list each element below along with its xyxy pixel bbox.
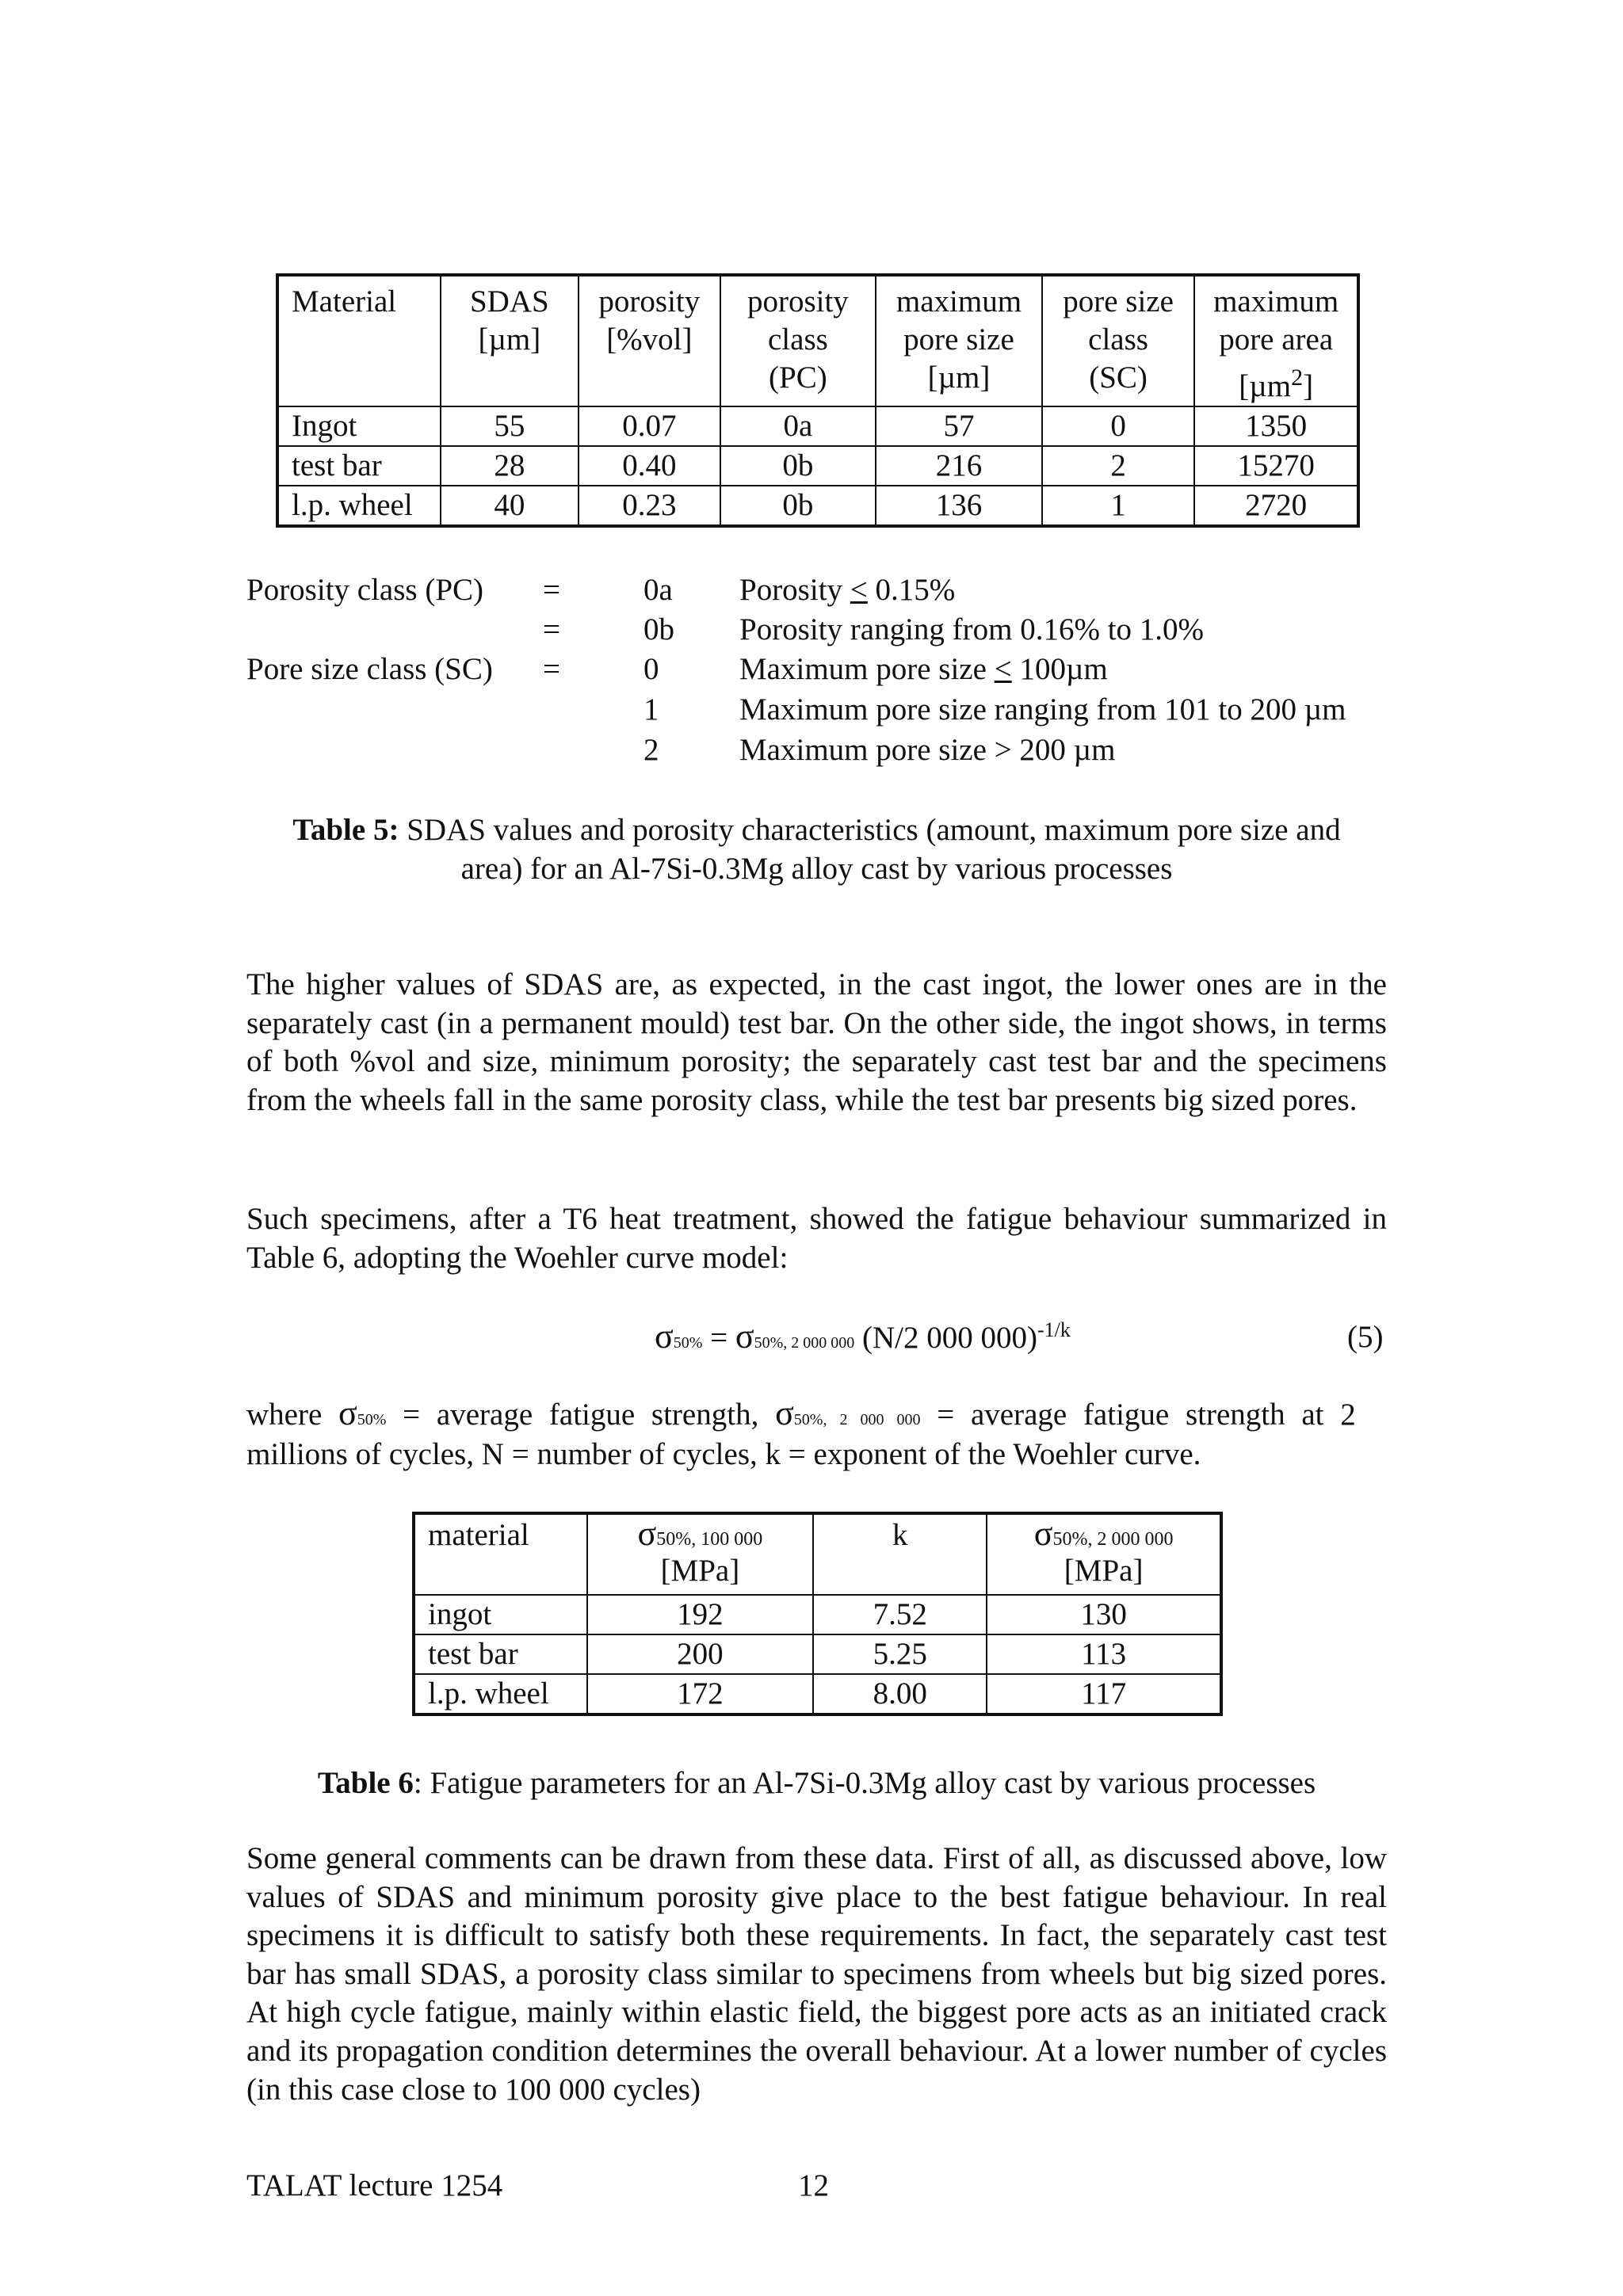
header-line: SDAS — [469, 284, 549, 318]
legend-desc — [739, 650, 1108, 689]
legend-label: Porosity class (PC) — [246, 573, 484, 607]
table-row — [414, 1595, 1221, 1634]
caption-line: area) for an Al-7Si-0.3Mg alloy cast by various processes — [460, 852, 1173, 886]
header-line: maximum — [896, 284, 1022, 318]
le-symbol: < — [850, 573, 868, 607]
header-line: pore size — [903, 322, 1014, 357]
table-row — [414, 1674, 1221, 1714]
header-line: pore area — [1219, 322, 1334, 357]
table-cell: 200 — [587, 1634, 814, 1674]
header-line: [MPa] — [660, 1554, 740, 1588]
caption-label: Table 6 — [317, 1766, 414, 1800]
legend-code: 0 — [643, 652, 659, 686]
header-line: (SC) — [1089, 360, 1148, 395]
sigma-symbol: σ — [655, 1317, 674, 1356]
table-cell: 1 — [1042, 486, 1195, 526]
table-cell: 7.52 — [813, 1595, 987, 1634]
table-cell: ingot — [414, 1595, 587, 1634]
header-max-pore-area — [1194, 275, 1358, 406]
header-line: [µm] — [927, 360, 991, 395]
caption-line — [246, 810, 1387, 849]
desc-text: 100µm — [1011, 652, 1108, 686]
table-5-caption — [246, 810, 1387, 888]
paragraph: Some general comments can be drawn from these data. First of all, as discussed above, low values of SDAS and minimum porosity give place to the best fatigue behaviour. In real specimens it is difficult to satisfy both these requirements. In fact, the separately cast test bar has small SDAS, a porosity class similar to specimens from wheels but big sized pores. At high cycle fatigue, mainly within elastic field, the biggest pore acts as an initiated crack and its propagation condition determines the overall behaviour. At a lower number of cycles (in this case close to 100 000 cycles) — [246, 1841, 1387, 2107]
legend-equals: = — [543, 573, 560, 607]
table-header-row — [277, 275, 1358, 406]
table-cell: 130 — [987, 1595, 1221, 1634]
legend-row — [0, 610, 1623, 650]
header-material: material — [414, 1513, 587, 1595]
where-text: = average fatigue strength, — [386, 1398, 776, 1432]
sigma-symbol: σ — [735, 1317, 754, 1356]
sigma-symbol: σ — [338, 1394, 357, 1432]
legend-code: 1 — [643, 692, 659, 727]
table-cell: test bar — [414, 1634, 587, 1674]
header-text: Material — [292, 284, 397, 318]
sigma-symbol: σ — [1033, 1514, 1053, 1553]
header-line: class — [767, 322, 828, 357]
table-cell: 2 — [1042, 446, 1195, 486]
legend-code: 0a — [643, 573, 673, 607]
header-line: [%vol] — [606, 322, 693, 357]
table-cell: 117 — [987, 1674, 1221, 1714]
legend-row — [0, 730, 1623, 770]
legend-row — [0, 570, 1623, 610]
desc-text: Maximum pore size — [739, 652, 995, 686]
table-cell: 0.07 — [579, 406, 720, 446]
table-row — [277, 446, 1358, 486]
unit-text: [µm — [1239, 369, 1292, 403]
table-cell: 0.23 — [579, 486, 720, 526]
table-header-row — [414, 1513, 1221, 1595]
equation-text: = — [702, 1321, 735, 1355]
table-cell: 57 — [876, 406, 1042, 446]
table-cell: 15270 — [1194, 446, 1358, 486]
legend-desc — [739, 570, 955, 610]
subscript: 50%, 2 000 000 — [754, 1334, 855, 1352]
table-row — [277, 406, 1358, 446]
footer-lecture: TALAT lecture 1254 — [246, 2168, 503, 2203]
paragraph: Such specimens, after a T6 heat treatment, showed the fatigue behaviour summarized in Table 6, adopting the Woehler curve model: — [246, 1202, 1387, 1275]
paragraph: The higher values of SDAS are, as expected, in the cast ingot, the lower ones are in the separately cast (in a permanent mould) test bar. On the other side, the ingot shows, in terms of both %vol and size, minimum porosity; the separately cast test bar and the specimens from the wheels fall in the same porosity class, while the test bar presents big sized pores. — [246, 967, 1387, 1117]
where-line-2: millions of cycles, N = number of cycles, k = exponent of the Woehler curve. — [246, 1437, 1201, 1471]
header-line: pore size — [1063, 284, 1174, 318]
header-line: maximum — [1213, 284, 1339, 318]
table-cell: 0b — [720, 446, 876, 486]
legend-row — [0, 690, 1623, 730]
table-cell: Ingot — [277, 406, 441, 446]
table-cell: 0b — [720, 486, 876, 526]
table-6 — [412, 1512, 1223, 1716]
header-line: porosity — [747, 284, 849, 318]
header-material — [277, 275, 441, 406]
equation-number: (5) — [1347, 1320, 1384, 1354]
header-line: porosity — [598, 284, 701, 318]
header-sigma-2000000 — [987, 1513, 1221, 1595]
caption-text: : Fatigue parameters for an Al-7Si-0.3Mg alloy cast by various processes — [413, 1766, 1316, 1800]
table-cell: 28 — [441, 446, 579, 486]
unit-text: ] — [1303, 369, 1314, 403]
table-cell: l.p. wheel — [277, 486, 441, 526]
table-row — [277, 486, 1358, 526]
table-cell: 113 — [987, 1634, 1221, 1674]
legend-code: 0b — [643, 612, 674, 646]
desc-text: Porosity — [739, 573, 850, 607]
subscript: 50%, 2 000 000 — [793, 1411, 921, 1428]
table-cell: 5.25 — [813, 1634, 987, 1674]
subscript: 50% — [673, 1334, 703, 1352]
table-cell: 216 — [876, 446, 1042, 486]
table-cell: 136 — [876, 486, 1042, 526]
where-text: = average fatigue strength at 2 — [920, 1398, 1356, 1432]
table-cell: 2720 — [1194, 486, 1358, 526]
sigma-symbol: σ — [775, 1394, 794, 1432]
legend-desc: Maximum pore size > 200 µm — [739, 733, 1116, 767]
page-number: 12 — [798, 2168, 829, 2203]
header-porosity-class — [720, 275, 876, 406]
legend-code: 2 — [643, 733, 659, 767]
table-cell: 8.00 — [813, 1674, 987, 1714]
header-sigma-100000 — [587, 1513, 814, 1595]
header-line: [µm] — [478, 322, 541, 357]
equation — [655, 1316, 1071, 1356]
legend-label: Pore size class (SC) — [246, 652, 493, 686]
subscript: 50% — [357, 1411, 387, 1428]
table-6-caption — [246, 1764, 1387, 1802]
table-cell: 172 — [587, 1674, 814, 1714]
desc-text: 0.15% — [867, 573, 956, 607]
equation-text: (N/2 000 000) — [854, 1321, 1038, 1355]
legend-equals: = — [543, 612, 560, 646]
caption-label: Table 5: — [292, 813, 399, 847]
table-cell: 55 — [441, 406, 579, 446]
header-k: k — [813, 1513, 987, 1595]
table-row — [414, 1634, 1221, 1674]
table-cell: 0a — [720, 406, 876, 446]
table-cell: 0.40 — [579, 446, 720, 486]
header-pore-size-class — [1042, 275, 1195, 406]
table-cell: 40 — [441, 486, 579, 526]
where-line — [246, 1393, 1387, 1433]
table-5 — [276, 273, 1360, 528]
legend-equals: = — [543, 652, 560, 686]
legend-row — [0, 650, 1623, 689]
le-symbol: < — [994, 652, 1012, 686]
superscript: -1/k — [1037, 1318, 1071, 1341]
caption-text: SDAS values and porosity characteristics (amount, maximum pore size and — [399, 813, 1341, 847]
table-cell: 192 — [587, 1595, 814, 1634]
subscript: 50%, 100 000 — [656, 1529, 763, 1550]
header-max-pore-size — [876, 275, 1042, 406]
table-cell: l.p. wheel — [414, 1674, 587, 1714]
sigma-symbol: σ — [637, 1514, 657, 1553]
legend-desc: Porosity ranging from 0.16% to 1.0% — [739, 612, 1205, 646]
subscript: 50%, 2 000 000 — [1052, 1529, 1174, 1550]
unit-exponent: 2 — [1291, 364, 1304, 391]
header-line — [1198, 359, 1354, 406]
header-line: [MPa] — [1064, 1554, 1144, 1588]
header-line: class — [1088, 322, 1148, 357]
legend-desc: Maximum pore size ranging from 101 to 200 µm — [739, 692, 1346, 727]
header-sdas — [441, 275, 579, 406]
table-cell: 0 — [1042, 406, 1195, 446]
where-text: where — [246, 1398, 339, 1432]
table-cell: 1350 — [1194, 406, 1358, 446]
header-porosity — [579, 275, 720, 406]
table-cell: test bar — [277, 446, 441, 486]
header-line: (PC) — [769, 360, 827, 395]
